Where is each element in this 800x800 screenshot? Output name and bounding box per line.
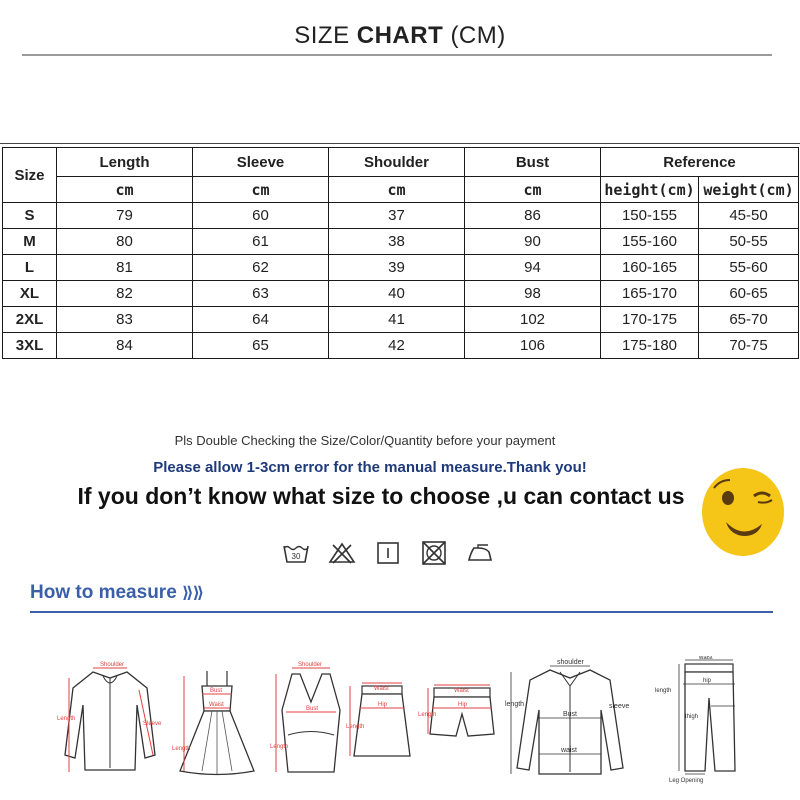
row-size: S [3,203,57,229]
label-waist: waist [699,656,713,661]
header-reference: Reference [601,148,799,177]
label-waist: Waist [374,686,389,692]
cell-bust: 98 [465,281,601,307]
title-divider [22,54,772,56]
cell-height: 165-170 [601,281,699,307]
unit-height: height(cm) [601,177,699,203]
label-bust: Bust [210,688,223,694]
no-dry-clean-icon [420,540,448,566]
size-table [2,147,799,359]
cell-bust: 106 [465,333,601,359]
header-bust: Bust [465,148,601,177]
row-size: L [3,255,57,281]
table-row [3,229,799,255]
cell-weight: 65-70 [699,307,799,333]
cell-bust: 86 [465,203,601,229]
title-size: SIZE [294,22,350,49]
unit-shoulder: cm [329,177,465,203]
cell-length: 84 [57,333,193,359]
no-bleach-icon [328,540,356,566]
note-measure-error: Please allow 1-3cm error for the manual measure.Thank you! [153,459,587,476]
cell-shoulder: 40 [329,281,465,307]
row-size: M [3,229,57,255]
note-double-check: Pls Double Checking the Size/Color/Quantity before your payment [174,433,556,448]
header-length: Length [57,148,193,177]
cell-bust: 94 [465,255,601,281]
skirt-diagram [346,680,418,764]
label-bust: Bust [563,711,578,718]
cell-length: 79 [57,203,193,229]
iron-icon [466,540,494,566]
cell-weight: 50-55 [699,229,799,255]
svg-text:30: 30 [291,552,301,561]
cell-shoulder: 39 [329,255,465,281]
label-waist: waist [561,747,577,754]
cell-sleeve: 60 [193,203,329,229]
table-header-row [3,148,799,177]
label-length: length [505,701,525,708]
unit-weight: weight(cm) [699,177,799,203]
tumble-dry-icon [374,540,402,566]
pants-diagram [655,656,745,786]
note-contact-us: If you don’t know what size to choose ,u can contact us [77,483,685,509]
cell-height: 170-175 [601,307,699,333]
unit-bust: cm [465,177,601,203]
unit-length: cm [57,177,193,203]
table-row [3,255,799,281]
cell-weight: 55-60 [699,255,799,281]
header-size: Size [3,148,57,203]
cell-bust: 102 [465,307,601,333]
table-row [3,281,799,307]
label-hip: Hip [458,702,468,708]
dress-diagram [172,666,262,781]
cell-length: 82 [57,281,193,307]
title-unit: (CM) [450,22,506,49]
cell-height: 175-180 [601,333,699,359]
cell-height: 150-155 [601,203,699,229]
cell-length: 81 [57,255,193,281]
cell-length: 80 [57,229,193,255]
size-chart-title [0,22,800,50]
row-size: 2XL [3,307,57,333]
cell-shoulder: 41 [329,307,465,333]
header-sleeve: Sleeve [193,148,329,177]
cell-sleeve: 64 [193,307,329,333]
shorts-diagram [418,682,500,744]
label-length: Length [270,744,289,750]
cell-shoulder: 37 [329,203,465,229]
label-shoulder: Shoulder [298,662,323,668]
title-chart: CHART [356,22,444,49]
label-shoulder: shoulder [557,659,584,666]
vest-diagram [270,660,352,782]
cell-height: 160-165 [601,255,699,281]
label-sleeve: Sleeve [143,721,162,727]
cell-weight: 60-65 [699,281,799,307]
table-unit-row [3,177,799,203]
table-top-rule [0,143,800,144]
label-length: Length [346,724,365,730]
label-sleeve: sleeve [609,703,630,710]
wink-emoji-icon [700,466,786,558]
cell-sleeve: 61 [193,229,329,255]
label-length: Length [57,716,76,722]
wash-30-icon [282,540,310,566]
label-bust: Bust [306,706,319,712]
label-length: Length [418,712,437,718]
header-shoulder: Shoulder [329,148,465,177]
label-thigh: thigh [685,714,699,720]
cell-sleeve: 65 [193,333,329,359]
cell-bust: 90 [465,229,601,255]
cell-length: 83 [57,307,193,333]
label-hip: hip [703,678,712,684]
label-waist: Waist [209,702,224,708]
unit-sleeve: cm [193,177,329,203]
how-to-measure-text: How to measure [30,582,177,603]
cell-sleeve: 63 [193,281,329,307]
label-waist: Waist [454,688,469,694]
row-size: 3XL [3,333,57,359]
double-chevron-right-icon: ⟫⟫ [182,585,204,602]
how-to-measure-title [30,582,203,604]
table-row [3,333,799,359]
label-shoulder: Shoulder [100,662,125,668]
cell-sleeve: 62 [193,255,329,281]
care-icons [282,540,494,566]
blouse-diagram [55,660,165,780]
label-length: length [655,688,672,694]
cell-weight: 70-75 [699,333,799,359]
cell-height: 155-160 [601,229,699,255]
cell-shoulder: 42 [329,333,465,359]
table-row [3,203,799,229]
shirt-diagram [505,658,635,784]
cell-weight: 45-50 [699,203,799,229]
label-hip: Hip [378,702,388,708]
row-size: XL [3,281,57,307]
measure-divider [30,611,773,613]
cell-shoulder: 38 [329,229,465,255]
label-length: Length [172,746,191,752]
table-row [3,307,799,333]
label-leg-opening: Leg Opening [669,778,704,784]
garment-diagrams [0,640,800,800]
